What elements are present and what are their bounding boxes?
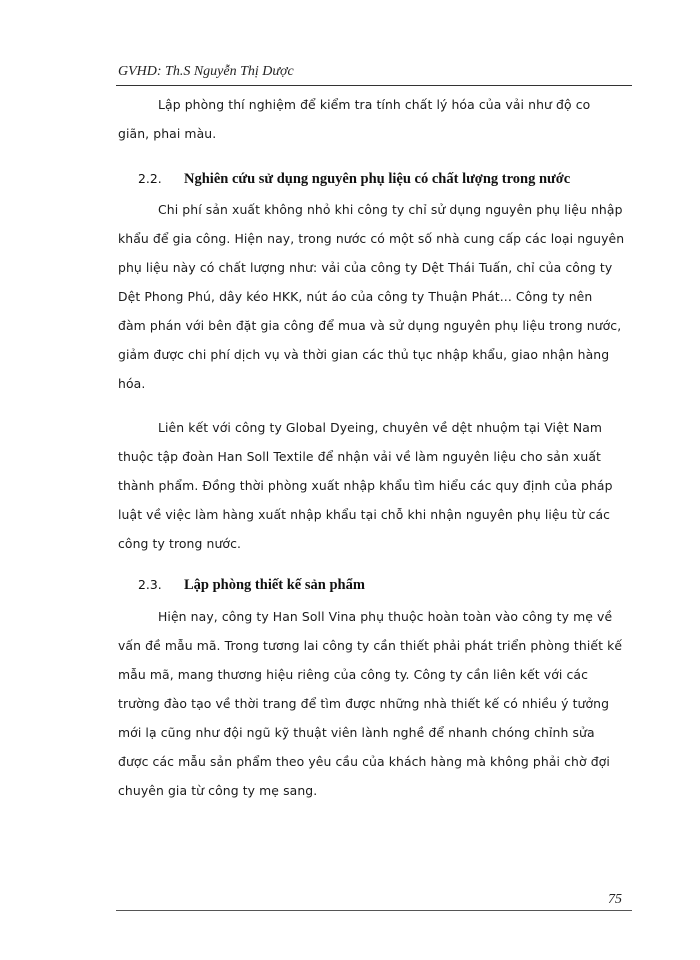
text-line: Liên kết với công ty Global Dyeing, chuyên về dệt nhuộm tại Việt Nam	[158, 420, 603, 435]
section-title: Nghiên cứu sử dụng nguyên phụ liệu có chất lượng trong nước	[184, 171, 571, 187]
section-number: 2.3.	[138, 577, 162, 592]
page-number: 75	[608, 892, 622, 907]
text-line: được các mẫu sản phẩm theo yêu cầu của khách hàng mà không phải chờ đợi	[118, 754, 610, 769]
section-2-2-paragraph-1	[118, 195, 632, 398]
intro-paragraph	[118, 90, 632, 148]
footer-rule	[116, 910, 632, 911]
text-line: khẩu để gia công. Hiện nay, trong nước có một số nhà cung cấp các loại nguyên	[118, 231, 625, 246]
section-2-2-paragraph-2	[118, 413, 632, 558]
text-line: Lập phòng thí nghiệm để kiểm tra tính chất lý hóa của vải như độ co	[158, 97, 591, 112]
text-line: vấn đề mẫu mã. Trong tương lai công ty cần thiết phải phát triển phòng thiết kế	[118, 638, 623, 653]
text-line: đàm phán với bên đặt gia công để mua và sử dụng nguyên phụ liệu trong nước,	[118, 318, 622, 333]
section-2-3-paragraph-1	[118, 602, 632, 805]
section-title: Lập phòng thiết kế sản phẩm	[184, 577, 365, 593]
text-line: trường đào tạo về thời trang để tìm được những nhà thiết kế có nhiều ý tưởng	[118, 696, 610, 711]
text-line: thuộc tập đoàn Han Soll Textile để nhận vải về làm nguyên liệu cho sản xuất	[118, 449, 602, 464]
section-number: 2.2.	[138, 171, 162, 186]
text-line: phụ liệu này có chất lượng như: vải của công ty Dệt Thái Tuấn, chỉ của công ty	[118, 260, 613, 275]
section-heading-2-3	[138, 577, 365, 594]
header-rule	[116, 85, 632, 86]
text-line: mới lạ cũng như đội ngũ kỹ thuật viên lành nghề để nhanh chóng chỉnh sửa	[118, 725, 595, 740]
text-line: luật về việc làm hàng xuất nhập khẩu tại chỗ khi nhận nguyên phụ liệu từ các	[118, 507, 611, 522]
text-line: hóa.	[118, 376, 146, 391]
text-line: Hiện nay, công ty Han Soll Vina phụ thuộc hoàn toàn vào công ty mẹ về	[158, 609, 613, 624]
text-line: Chi phí sản xuất không nhỏ khi công ty chỉ sử dụng nguyên phụ liệu nhập	[158, 202, 623, 217]
text-line: Dệt Phong Phú, dây kéo HKK, nút áo của công ty Thuận Phát... Công ty nên	[118, 289, 593, 304]
text-line: công ty trong nước.	[118, 536, 242, 551]
text-line: giãn, phai màu.	[118, 126, 217, 141]
text-line: thành phẩm. Đồng thời phòng xuất nhập khẩu tìm hiểu các quy định của pháp	[118, 478, 613, 493]
text-line: chuyên gia từ công ty mẹ sang.	[118, 783, 318, 798]
text-line: giảm được chi phí dịch vụ và thời gian các thủ tục nhập khẩu, giao nhận hàng	[118, 347, 610, 362]
text-line: mẫu mã, mang thương hiệu riêng của công ty. Công ty cần liên kết với các	[118, 667, 589, 682]
running-header-advisor: GVHD: Th.S Nguyễn Thị Dược	[118, 64, 294, 79]
section-heading-2-2	[138, 171, 570, 188]
